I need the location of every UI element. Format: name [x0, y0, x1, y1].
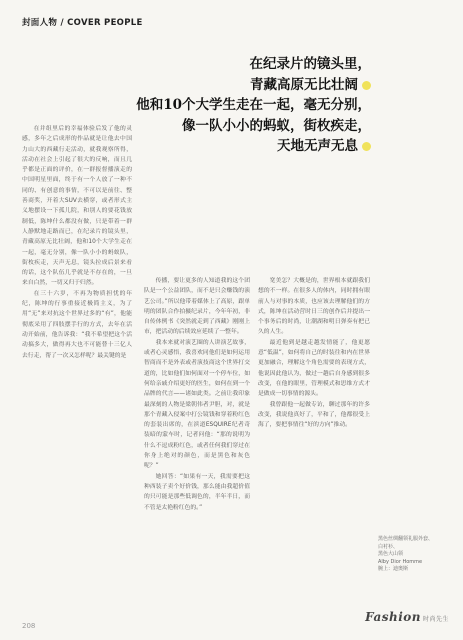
yellow-dot-icon	[362, 142, 371, 151]
pull-quote-line: 像一队小小的蚂蚁，街枚疾走，	[182, 117, 371, 134]
page-number: 208	[22, 622, 36, 630]
paragraph: 我本来就对演艺圈的人讲演艺故事，或者心灵感悟，我喜欢同他们是如何运用智商而不是外表或者演技商这个世界打交道的，比如他们如何面对一个停车位，如何给亲戚介绍更好的医生，如何在到一个品牌的代言——诸如此类。之前让我印象最深刻的人物是梁朝伟者尹胆，对，就是那个青藏入侵案中打公镜钱和穿着粉红色的套装出席的，在滨道ESQUIRE纪者奇装暗的蒙车时，记者问他：“那的说明为什么不逗成粉红色，或者任何我们穿过在你身上绝对的颜色，而是黑色和灰色呢？”	[144, 339, 250, 470]
pull-quote-line: 他和10个大学生走在一起，毫无分别，	[136, 97, 371, 113]
pull-quote-line: 青藏高原无比壮阔	[71, 75, 371, 96]
paragraph: 在三十六岁，不再为物质担忧的年纪，陈坤的行事重接近极简主义，为了用“无”来对抗这个世界过多的“有”，他能彻底采用了四肢摆手行的方式，去年在活动开始前，他告诉我：“我不希望把这个活动搞多大，做得再大也不可能替十三亿人去行走，帮了一次又怎样呢？最关键的是	[22, 290, 132, 359]
body-column-3	[258, 276, 370, 430]
section-header: 封面人物 / COVER PEOPLE	[22, 18, 143, 28]
paragraph: 我曾跟他一起做专访，聊过那年的许多改变，我说他真好了，平和了，他都很受上海了，要把事情往“好的方向”推动。	[258, 401, 370, 429]
paragraph: 最近他到是越走越发情能了，他更愿意“低温”，如何将自己的时装往和内在世界更加融合，理解这个角色需要的表现方式，他说因此他认为，做过一趟后自身感到很多改变，在他的眼里，管理模式和思维方式才是做成一切事情的源头。	[258, 339, 370, 398]
yellow-dot-icon	[362, 81, 371, 90]
pull-quote-line: 在纪录片的镜头里，	[249, 56, 371, 72]
paragraph: 传播，要让更多的人知道我的这个团队是一个公益团队，而不是只会赚钱的演艺公司。”所以他带着媒体上了高原，跟单明的团队合作拍摄纪录片，今年年初，非自传体例书《突然就走到了西藏》刚刚上市，把活动的后续效应延续了一整年。	[144, 278, 250, 336]
photo-caption: 黑色丝绸翻领礼服外套、 白衬衫、 黑色大山领 Alby Dior Homme 腕上：迪奥斯	[378, 536, 434, 573]
magazine-logo: Fashion 时尚先生	[365, 610, 449, 624]
pull-quote-line: 天地无声无息	[71, 136, 371, 157]
body-column-2	[144, 276, 250, 513]
paragraph: 她回答：“如果有一天，我需要把这种西装子卖个好价钱，那么能由我超价值的只可能是那些低调色的，半年半日，而不管是太艳粉红色的。”	[144, 473, 250, 511]
paragraph: 宽美怎？大概是的，世界根本就跟我们想的不一样。在很多人的体内，同时拥有眼前人与对事的本质，也应该去理解他们的方式，陈坤在活动营时日三的创作后并提出一个事务后的时尚，让潮湖和明日弹奏有把已久的人生。	[258, 278, 370, 336]
paragraph: 在并组里后的幸福体验后发了他的灵感，多年之后成形的作品就是让他去中国力山大的西藏行走活动，就我观察所得，活动在社会上引起了很大的反响，而且几乎都是正面的评价，在一群报督播演走的中国明星里面，终于有一个人放了一种不同的、有创意的事情，不可以是前往、整善商奖，开着大SUV去横穿，或者形式主义地摆设一下孤儿院，和别人的要花钱放制低，陈坤什么都没有做，只是带着一群人静默地走路而已，在纪录片的镜头里，青藏高原无比壮阔，他和10个大学生走在一起，毫无分别，像一队小小的蚂蚁队，街枚疾走，天声无息，镜头拉成后景来看的话，这个队伍几乎就是不存在的，一旦来自白然，一切又归于归然。	[22, 126, 132, 287]
body-column-1	[22, 124, 132, 361]
